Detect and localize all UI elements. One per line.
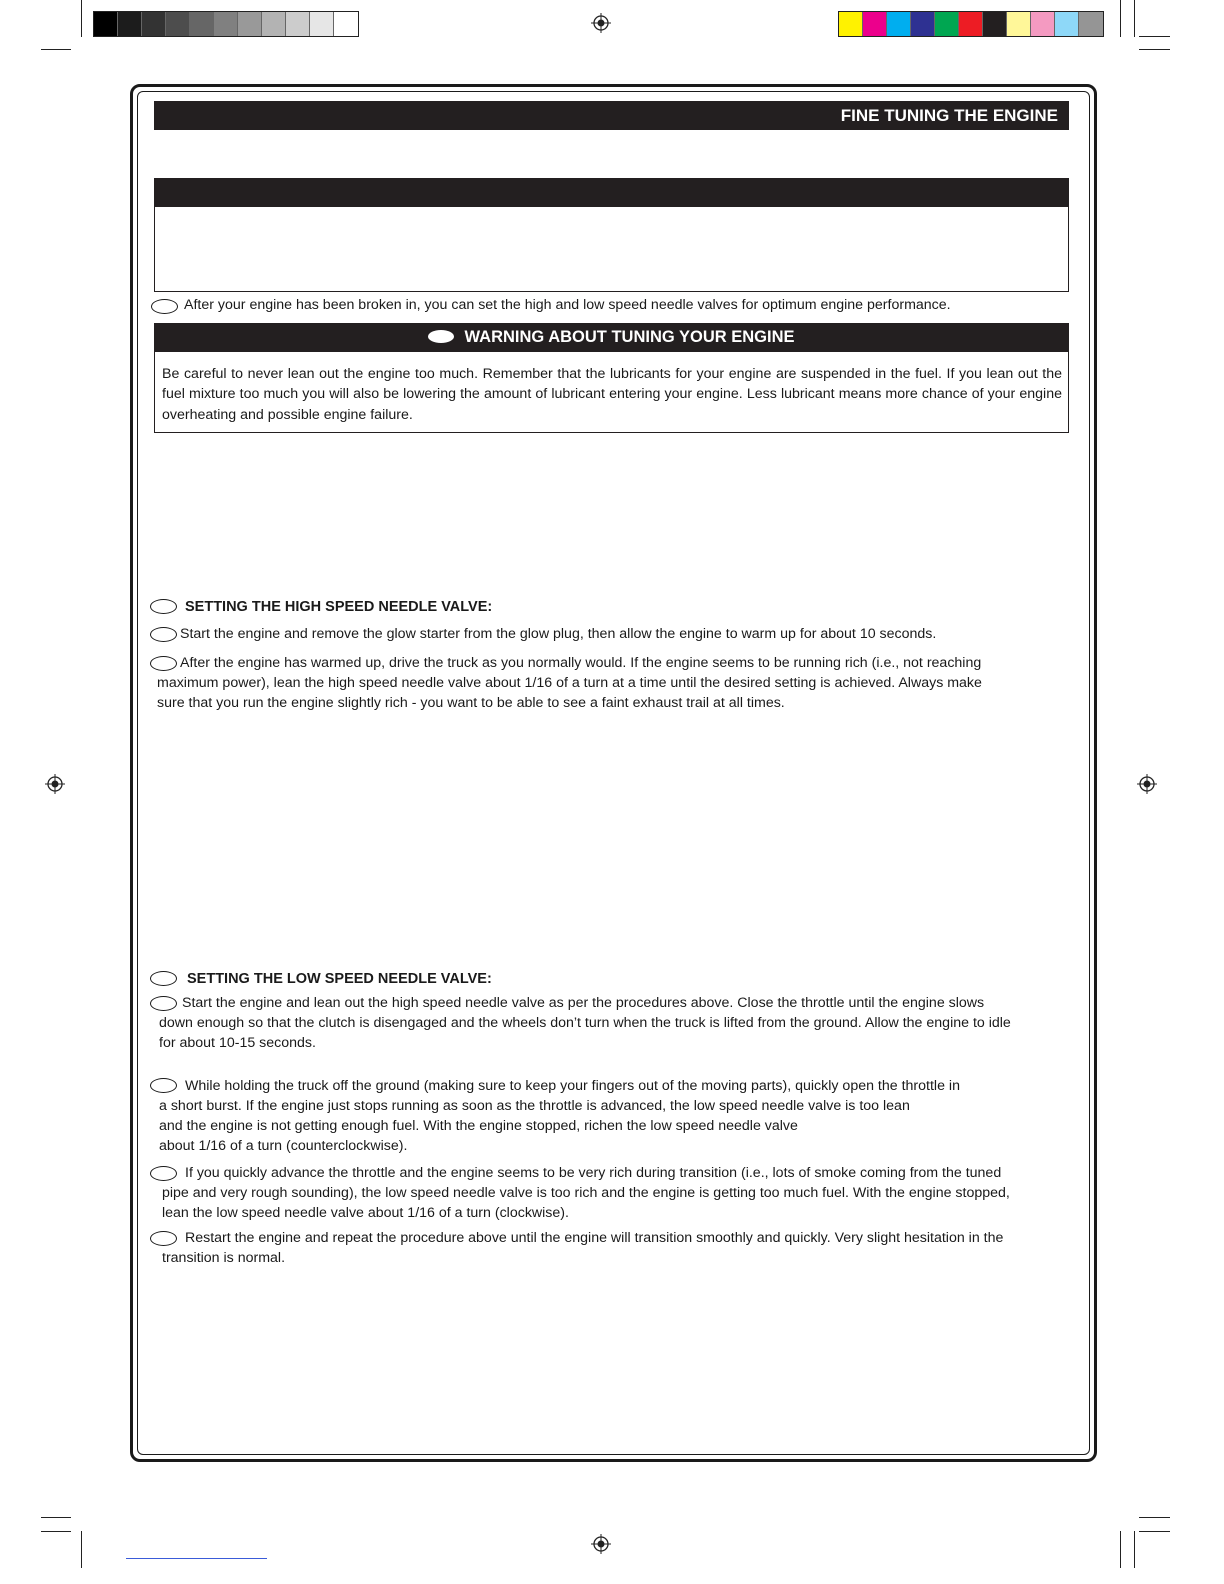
high-speed-step-2-line: After the engine has warmed up, drive the truck as you normally would. If the engine seems to be running rich (i.e., not reaching (180, 655, 982, 671)
low-speed-step-3-line: If you quickly advance the throttle and the engine seems to be very rich during transition (i.e., lots of smoke coming from the tuned (185, 1165, 1002, 1181)
high-speed-step-2-line: sure that you run the engine slightly rich - you want to be able to see a faint exhaust trail at all times. (157, 695, 785, 711)
low-speed-step-4-line: Restart the engine and repeat the procedure above until the engine will transition smoothly and quickly. Very slight hesitation in the (185, 1230, 1004, 1246)
low-speed-heading: SETTING THE LOW SPEED NEEDLE VALVE: (187, 971, 492, 987)
high-speed-step-1: Start the engine and remove the glow starter from the glow plug, then allow the engine to warm up for about 10 seconds. (180, 626, 937, 642)
warning-title: WARNING ABOUT TUNING YOUR ENGINE (464, 328, 795, 346)
low-speed-step-1-line: Start the engine and lean out the high speed needle valve as per the procedures above. Close the throttle until the engine slows (182, 995, 985, 1011)
step-bullet-icon (150, 971, 177, 986)
warning-header (154, 323, 1069, 352)
low-speed-step-3-line: pipe and very rough sounding), the low speed needle valve is too rich and the engine is getting too much fuel. With the engine stopped, (162, 1185, 1010, 1201)
low-speed-step-2-line: and the engine is not getting enough fuel. With the engine stopped, richen the low speed needle valve (159, 1118, 798, 1134)
high-speed-heading: SETTING THE HIGH SPEED NEEDLE VALVE: (185, 599, 493, 615)
color-swatch (214, 12, 238, 36)
warning-body: Be careful to never lean out the engine too much. Remember that the lubricants for your engine are suspended in the fuel. If you lean out the fuel mixture too much you will also be lowering the amount of lubricant entering your engine. Less lubricant means more chance of your engine overheating and possible engine failure. (162, 366, 1062, 423)
process-color-bar (838, 11, 1104, 37)
color-swatch (310, 12, 334, 36)
grayscale-color-bar (93, 11, 359, 37)
low-speed-step-4-line: transition is normal. (162, 1250, 286, 1266)
color-swatch (238, 12, 262, 36)
color-swatch (911, 12, 935, 36)
step-bullet-icon (150, 1166, 177, 1181)
color-swatch (959, 12, 983, 36)
low-speed-step-2-line: While holding the truck off the ground (making sure to keep your fingers out of the moving parts), quickly open the throttle in (185, 1078, 960, 1094)
color-swatch (118, 12, 142, 36)
section-box (154, 207, 1069, 292)
registration-mark-icon (591, 13, 611, 33)
low-speed-step-1-line: for about 10-15 seconds. (159, 1035, 316, 1051)
color-swatch (983, 12, 1007, 36)
color-swatch (262, 12, 286, 36)
section-header-bar (154, 178, 1069, 207)
step-bullet-icon (151, 299, 178, 314)
step-bullet-icon (150, 627, 177, 642)
registration-mark-icon (45, 774, 65, 794)
color-swatch (935, 12, 959, 36)
color-swatch (334, 12, 358, 36)
step-bullet-icon (150, 656, 177, 671)
step-bullet-icon (150, 599, 177, 614)
color-swatch (1055, 12, 1079, 36)
step-bullet-icon (150, 1078, 177, 1093)
color-swatch (190, 12, 214, 36)
intro-text: After your engine has been broken in, you can set the high and low speed needle valves for optimum engine performance. (184, 297, 951, 313)
step-bullet-icon (150, 1231, 177, 1246)
registration-mark-icon (591, 1534, 611, 1554)
low-speed-step-1-line: down enough so that the clutch is disengaged and the wheels don’t turn when the truck is lifted from the ground. Allow the engine to idle (159, 1015, 1011, 1031)
color-swatch (1031, 12, 1055, 36)
step-bullet-icon (150, 996, 177, 1011)
color-swatch (863, 12, 887, 36)
color-swatch (94, 12, 118, 36)
footer-rule (126, 1558, 267, 1559)
color-swatch (887, 12, 911, 36)
high-speed-step-2-line: maximum power), lean the high speed needle valve about 1/16 of a turn at a time until the desired setting is achieved. Always make (157, 675, 982, 691)
page-title: FINE TUNING THE ENGINE (154, 101, 1069, 130)
color-swatch (142, 12, 166, 36)
color-swatch (166, 12, 190, 36)
low-speed-step-3-line: lean the low speed needle valve about 1/16 of a turn (clockwise). (162, 1205, 569, 1221)
color-swatch (286, 12, 310, 36)
low-speed-step-2-line: a short burst. If the engine just stops running as soon as the throttle is advanced, the low speed needle valve is too lean (159, 1098, 910, 1114)
warning-bullet-icon (428, 330, 454, 343)
color-swatch (1079, 12, 1103, 36)
color-swatch (839, 12, 863, 36)
low-speed-step-2-line: about 1/16 of a turn (counterclockwise). (159, 1138, 408, 1154)
color-swatch (1007, 12, 1031, 36)
registration-mark-icon (1137, 774, 1157, 794)
